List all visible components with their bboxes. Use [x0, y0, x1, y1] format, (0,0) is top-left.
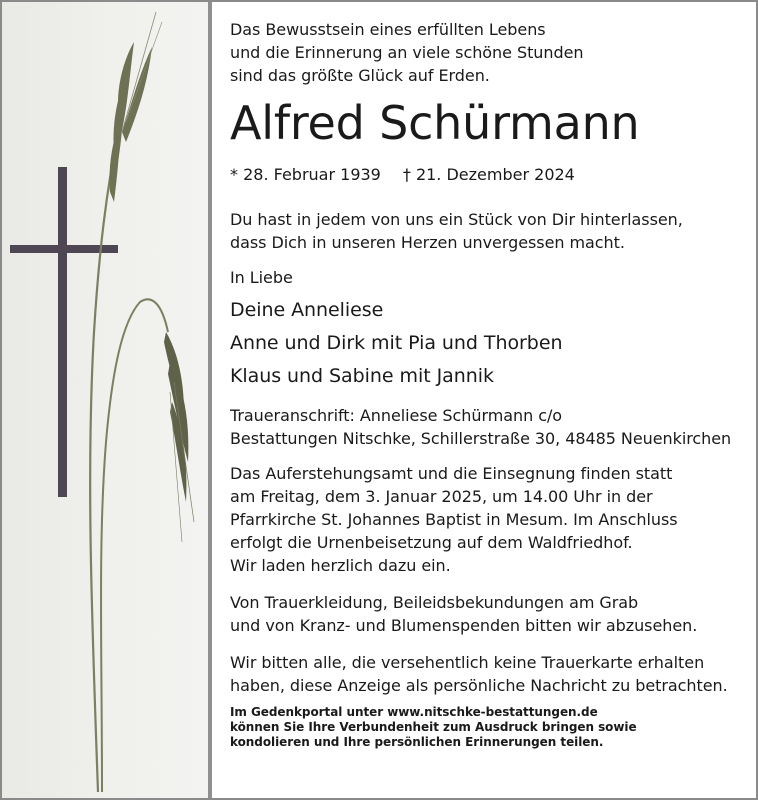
mourners-list: [230, 297, 744, 390]
card-note: [230, 651, 744, 697]
memorial-quote: [230, 18, 744, 87]
service-line: am Freitag, dem 3. Januar 2025, um 14.00 Uhr in der: [230, 487, 653, 506]
obituary-text: [230, 18, 744, 750]
memorial-portal-note: [230, 705, 744, 750]
note-line: Wir bitten alle, die versehentlich keine Trauerkarte erhalten: [230, 653, 705, 672]
cross-and-grain-image: [2, 2, 208, 798]
condolence-note: [230, 591, 744, 637]
in-liebe-label: In Liebe: [230, 268, 293, 287]
mourner: Klaus und Sabine mit Jannik: [230, 365, 494, 387]
service-line: Das Auferstehungsamt und die Einsegnung finden statt: [230, 464, 673, 483]
verse: [230, 208, 744, 254]
footer-line: Im Gedenkportal unter www.nitschke-bestattungen.de: [230, 705, 598, 719]
mourning-address: [230, 404, 744, 450]
quote-line: sind das größte Glück auf Erden.: [230, 66, 490, 85]
mourner: Deine Anneliese: [230, 299, 384, 321]
verse-line: Du hast in jedem von uns ein Stück von Dir hinterlassen,: [230, 210, 683, 229]
life-dates: [230, 163, 744, 186]
birth-date: * 28. Februar 1939: [230, 165, 381, 184]
footer-line: können Sie Ihre Verbundenheit zum Ausdruck bringen sowie: [230, 720, 637, 734]
service-line: Wir laden herzlich dazu ein.: [230, 556, 451, 575]
verse-line: dass Dich in unseren Herzen unvergessen macht.: [230, 233, 625, 252]
mourner: Anne und Dirk mit Pia und Thorben: [230, 332, 563, 354]
service-info: [230, 462, 744, 577]
service-line: Pfarrkirche St. Johannes Baptist in Mesum. Im Anschluss: [230, 510, 678, 529]
quote-line: und die Erinnerung an viele schöne Stunden: [230, 43, 584, 62]
service-line: erfolgt die Urnenbeisetzung auf dem Waldfriedhof.: [230, 533, 633, 552]
footer-line: kondolieren und Ihre persönlichen Erinnerungen teilen.: [230, 735, 604, 749]
address-line: Traueranschrift: Anneliese Schürmann c/o: [230, 406, 563, 425]
address-line: Bestattungen Nitschke, Schillerstraße 30, 48485 Neuenkirchen: [230, 429, 732, 448]
note-line: haben, diese Anzeige als persönliche Nachricht zu betrachten.: [230, 676, 728, 695]
divider: [208, 2, 212, 798]
quote-line: Das Bewusstsein eines erfüllten Lebens: [230, 20, 546, 39]
note-line: und von Kranz- und Blumenspenden bitten wir abzusehen.: [230, 616, 698, 635]
cross-icon: [58, 167, 67, 497]
death-date: † 21. Dezember 2024: [402, 165, 575, 184]
note-line: Von Trauerkleidung, Beileidsbekundungen am Grab: [230, 593, 639, 612]
deceased-name: Alfred Schürmann: [230, 96, 640, 150]
